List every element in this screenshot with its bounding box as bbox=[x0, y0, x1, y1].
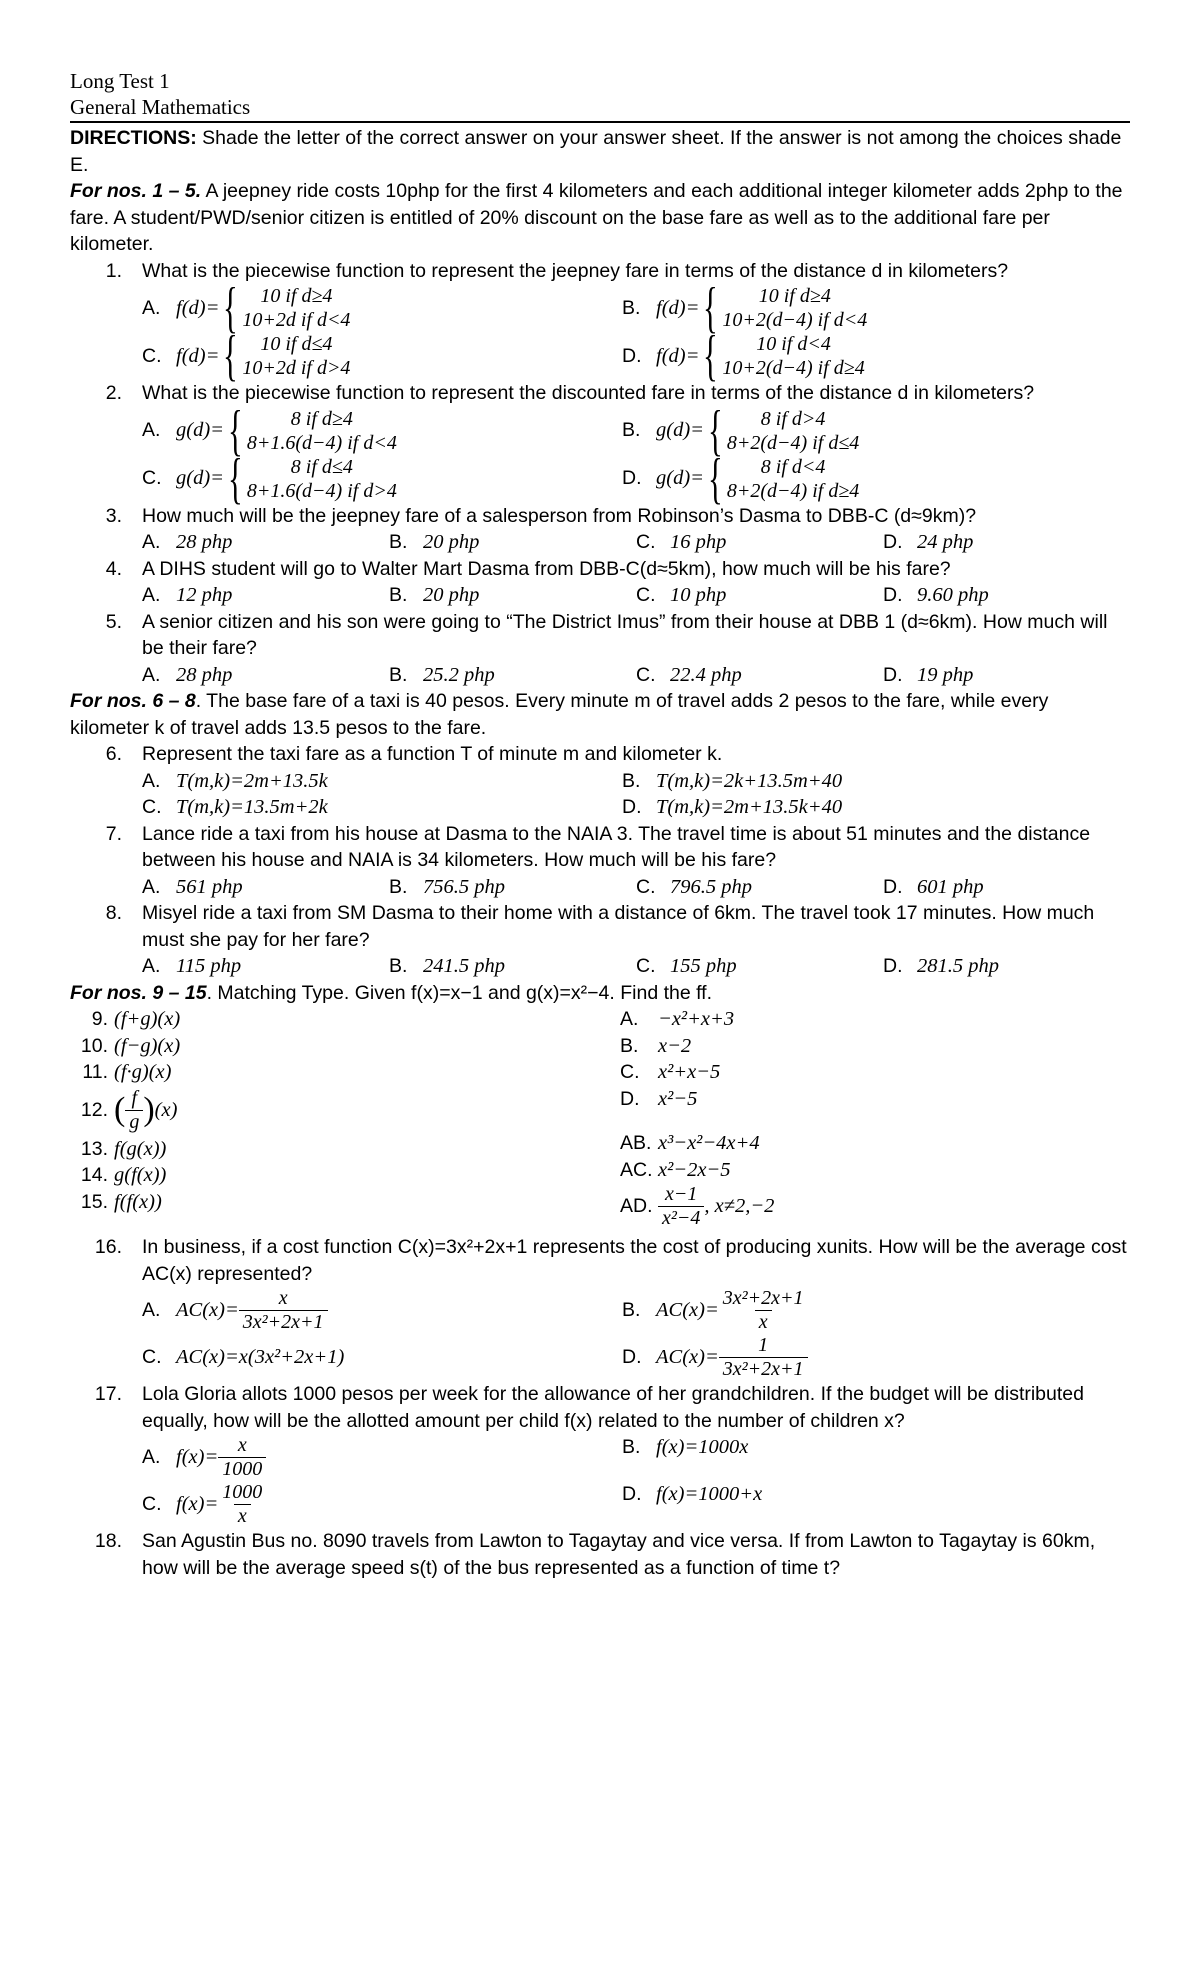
case-bottom: 10+2(d−4) if d≥4 bbox=[722, 357, 865, 379]
q5-choice-c[interactable]: C. 22.4 php bbox=[636, 662, 883, 689]
question-text: Lance ride a taxi from his house at Dasma to the NAIA 3. The travel time is about 51 minutes and the distance between his house and NAIA is 34 kilometers. How much will be his fare? bbox=[142, 822, 1091, 871]
brace-symbol: { bbox=[228, 399, 243, 462]
case-top: 8 if d>4 bbox=[760, 407, 826, 430]
matching-item bbox=[70, 1033, 620, 1060]
frac-numerator: x bbox=[237, 1434, 247, 1456]
matching-item bbox=[70, 1086, 620, 1136]
header-rule bbox=[70, 121, 1130, 123]
choice-value: 561 php bbox=[176, 875, 243, 898]
case-bottom: 8+2(d−4) if d≤4 bbox=[726, 431, 860, 454]
q1-choice-c[interactable] bbox=[142, 325, 622, 387]
q5-choice-a[interactable]: A. 28 php bbox=[142, 662, 389, 689]
choice-value: 601 php bbox=[917, 875, 984, 898]
matching-item bbox=[70, 1136, 620, 1163]
choice-expr: , x≠2,−2 bbox=[704, 1195, 775, 1218]
question-text: What is the piecewise function to represent the jeepney fare in terms of the distance d in kilometers? bbox=[142, 259, 1009, 282]
frac-numerator: 1 bbox=[758, 1334, 769, 1356]
matching-item bbox=[70, 1189, 620, 1216]
q3-choice-c[interactable]: C. 16 php bbox=[636, 529, 883, 556]
test-page bbox=[70, 68, 1130, 1581]
question-text: Represent the taxi fare as a function T of minute m and kilometer k. bbox=[142, 743, 723, 765]
matching-choice[interactable] bbox=[620, 1130, 774, 1157]
question-number: 1. bbox=[105, 259, 122, 282]
choice-value: 155 php bbox=[670, 955, 737, 977]
choice-value: 20 php bbox=[423, 531, 480, 553]
matching-item bbox=[70, 1006, 620, 1033]
q7-choices bbox=[70, 874, 1130, 901]
choice-value: f(x)=1000x bbox=[656, 1436, 749, 1458]
choice-letter: C. bbox=[142, 1493, 162, 1516]
choice-letter: C. bbox=[142, 344, 162, 367]
choice-letter: A. bbox=[142, 296, 161, 319]
matching-item bbox=[70, 1162, 620, 1189]
choice-value: 22.4 php bbox=[670, 663, 742, 686]
case-top: 10 if d≥4 bbox=[758, 285, 831, 307]
case-bottom: 8+2(d−4) if d≥4 bbox=[726, 479, 860, 502]
question-5 bbox=[70, 609, 1130, 662]
q16-choice-a[interactable] bbox=[142, 1287, 622, 1334]
question-text: In business, if a cost function C(x)=3x²+2x+1 represents the cost of producing xunits. How will be the average cost AC(x) represented? bbox=[142, 1236, 1127, 1285]
frac-denominator: x bbox=[755, 1310, 772, 1334]
q4-choice-d[interactable]: D. 9.60 php bbox=[883, 582, 1130, 609]
choice-expr: x−2 bbox=[658, 1034, 692, 1057]
case-top: 10 if d≤4 bbox=[260, 333, 333, 355]
case-bottom: 8+1.6(d−4) if d<4 bbox=[246, 431, 397, 454]
item-expr: (f−g)(x) bbox=[114, 1034, 181, 1057]
matching-choice[interactable] bbox=[620, 1183, 774, 1230]
q8-choice-a[interactable]: A. 115 php bbox=[142, 953, 389, 980]
question-text: Lola Gloria allots 1000 pesos per week for the allowance of her grandchildren. If the budget will be distributed equally, how will be the allotted amount per child f(x) related to the number of children x? bbox=[142, 1383, 1084, 1432]
q17-choice-d[interactable] bbox=[622, 1481, 1102, 1508]
item-number: 9. bbox=[91, 1008, 108, 1030]
q3-choice-d[interactable]: D. 24 php bbox=[883, 529, 1130, 556]
choice-expr: x²−2x−5 bbox=[658, 1158, 731, 1181]
group-2-label: For nos. 6 – 8 bbox=[70, 690, 196, 712]
question-text: A DIHS student will go to Walter Mart Dasma from DBB-C(d≈5km), how much will be his fare? bbox=[142, 557, 951, 580]
item-expr: f(f(x)) bbox=[114, 1190, 162, 1213]
matching-choice[interactable] bbox=[620, 1006, 774, 1033]
matching-section bbox=[70, 1006, 1130, 1230]
question-3 bbox=[70, 503, 1130, 530]
brace-symbol: { bbox=[703, 325, 719, 387]
choice-lhs: f(d)= bbox=[176, 344, 220, 367]
brace-symbol: { bbox=[708, 399, 723, 462]
q6-choice-c[interactable]: C. T(m,k)=13.5m+2k bbox=[142, 794, 622, 821]
question-text: San Agustin Bus no. 8090 travels from Lawton to Tagaytay and vice versa. If from Lawton to Tagaytay is 60km, how will be the average speed s(t) of the bus represented as a function of time t? bbox=[142, 1530, 1096, 1579]
q6-choice-d[interactable]: D. T(m,k)=2m+13.5k+40 bbox=[622, 794, 1102, 821]
choice-lhs: f(x)= bbox=[176, 1446, 219, 1469]
question-6 bbox=[70, 741, 1130, 768]
brace-symbol: { bbox=[223, 277, 239, 339]
question-16 bbox=[70, 1234, 1130, 1287]
case-top: 8 if d<4 bbox=[760, 455, 826, 478]
choice-key: D. bbox=[620, 1087, 640, 1110]
case-top: 10 if d<4 bbox=[756, 333, 831, 355]
q8-choice-c[interactable]: C. 155 php bbox=[636, 953, 883, 980]
question-text: What is the piecewise function to represent the discounted fare in terms of the distance d in kilometers? bbox=[142, 382, 1035, 404]
brace-symbol: { bbox=[703, 277, 719, 339]
choice-letter: B. bbox=[622, 419, 641, 442]
choice-value: f(x)=1000+x bbox=[656, 1483, 763, 1505]
choice-value: 16 php bbox=[670, 531, 727, 553]
frac-numerator: f bbox=[131, 1087, 138, 1109]
group-1-label: For nos. 1 – 5. bbox=[70, 180, 202, 202]
choice-key: AD. bbox=[620, 1195, 653, 1218]
case-top: 10 if d≥4 bbox=[260, 285, 333, 307]
case-top: 8 if d≤4 bbox=[290, 455, 353, 478]
item-number: 12. bbox=[80, 1099, 108, 1122]
question-text: Misyel ride a taxi from SM Dasma to their home with a distance of 6km. The travel took 17 minutes. How much must she pay for her fare? bbox=[142, 902, 1095, 951]
group-2-intro bbox=[70, 688, 1130, 741]
choice-key: A. bbox=[620, 1008, 639, 1030]
matching-choice[interactable] bbox=[620, 1033, 774, 1060]
question-7 bbox=[70, 821, 1130, 874]
q2-choice-a[interactable] bbox=[142, 399, 622, 462]
q8-choice-b[interactable]: B. 241.5 php bbox=[389, 953, 636, 980]
question-number: 2. bbox=[105, 382, 122, 404]
question-number: 5. bbox=[105, 610, 122, 633]
item-expr: g(f(x)) bbox=[114, 1164, 167, 1186]
choice-letter: A. bbox=[142, 1446, 161, 1469]
q2-choices-cd bbox=[70, 447, 1130, 510]
question-number: 3. bbox=[105, 504, 122, 527]
group-1-text: A jeepney ride costs 10php for the first 4 kilometers and each additional integer kilometer adds 2php to the fare. A student/PWD/senior citizen is entitled of 20% discount on the base fare as well as to the additional fare per kilometer. bbox=[70, 180, 1123, 255]
choice-value: 115 php bbox=[176, 955, 242, 977]
choice-key: C. bbox=[620, 1061, 640, 1083]
q4-choices bbox=[70, 582, 1130, 609]
matching-items bbox=[70, 1006, 620, 1230]
q6-choices-cd bbox=[70, 794, 1130, 821]
matching-choice[interactable] bbox=[620, 1059, 774, 1086]
choice-key: AC. bbox=[620, 1158, 653, 1181]
choice-letter: B. bbox=[622, 1299, 641, 1322]
frac-denominator: x²−4 bbox=[658, 1206, 704, 1230]
choice-lhs: AC(x)= bbox=[656, 1299, 719, 1322]
choice-value: 19 php bbox=[917, 663, 974, 686]
case-bottom: 10+2d if d<4 bbox=[242, 309, 351, 331]
choice-value: 281.5 php bbox=[917, 955, 999, 977]
q16-choices-cd bbox=[70, 1334, 1130, 1381]
choice-value: 796.5 php bbox=[670, 875, 752, 898]
q1-choice-d[interactable] bbox=[622, 325, 1102, 387]
q3-choice-b[interactable]: B. 20 php bbox=[389, 529, 636, 556]
choice-letter: A. bbox=[142, 1299, 161, 1322]
q4-choice-c[interactable]: C. 10 php bbox=[636, 582, 883, 609]
choice-value: AC(x)=x(3x²+2x+1) bbox=[176, 1346, 345, 1369]
question-4 bbox=[70, 556, 1130, 583]
q7-choice-b[interactable]: B. 756.5 php bbox=[389, 874, 636, 901]
question-number: 4. bbox=[105, 557, 122, 580]
q8-choices bbox=[70, 953, 1130, 980]
choice-value: 10 php bbox=[670, 584, 727, 606]
group-3-label: For nos. 9 – 15 bbox=[70, 981, 207, 1004]
case-top: 8 if d≥4 bbox=[290, 407, 353, 430]
q17-choice-c[interactable] bbox=[142, 1481, 622, 1528]
choice-letter: D. bbox=[622, 1346, 642, 1369]
q5-choices bbox=[70, 662, 1130, 689]
frac-denominator: 3x²+2x+1 bbox=[719, 1357, 808, 1381]
frac-denominator: g bbox=[125, 1110, 143, 1134]
q7-choice-d[interactable]: D. 601 php bbox=[883, 874, 1130, 901]
frac-denominator: 1000 bbox=[218, 1457, 266, 1481]
subject-title: General Mathematics bbox=[70, 95, 251, 119]
paren-right: ) bbox=[143, 1091, 155, 1129]
paren-left: ( bbox=[114, 1091, 126, 1129]
q16-choice-d[interactable] bbox=[622, 1334, 1102, 1381]
q17-choice-b[interactable] bbox=[622, 1434, 1102, 1461]
q7-choice-a[interactable]: A. 561 php bbox=[142, 874, 389, 901]
brace-symbol: { bbox=[228, 447, 243, 510]
choice-expr: x²−5 bbox=[658, 1087, 698, 1110]
choice-lhs: AC(x)= bbox=[656, 1346, 719, 1369]
choice-lhs: AC(x)= bbox=[176, 1299, 239, 1322]
choice-value: T(m,k)=2m+13.5k+40 bbox=[656, 796, 843, 818]
case-bottom: 10+2(d−4) if d<4 bbox=[722, 309, 868, 331]
case-bottom: 8+1.6(d−4) if d>4 bbox=[246, 479, 397, 502]
choice-value: T(m,k)=2k+13.5m+40 bbox=[656, 769, 843, 792]
choice-value: 756.5 php bbox=[423, 875, 505, 898]
question-number: 6. bbox=[105, 743, 122, 765]
brace-symbol: { bbox=[223, 325, 239, 387]
choice-lhs: g(d)= bbox=[656, 419, 704, 442]
q4-choice-a[interactable]: A. 12 php bbox=[142, 582, 389, 609]
choice-lhs: g(d)= bbox=[656, 467, 704, 490]
q2-choice-b[interactable] bbox=[622, 399, 1102, 462]
q5-choice-b[interactable]: B. 25.2 php bbox=[389, 662, 636, 689]
choice-value: 25.2 php bbox=[423, 663, 495, 686]
directions-label: DIRECTIONS: bbox=[70, 127, 197, 149]
q3-choice-a[interactable]: A. 28 php bbox=[142, 529, 389, 556]
q7-choice-c[interactable]: C. 796.5 php bbox=[636, 874, 883, 901]
q6-choices-ab bbox=[70, 768, 1130, 795]
q4-choice-b[interactable]: B. 20 php bbox=[389, 582, 636, 609]
question-number: 8. bbox=[105, 902, 122, 924]
q16-choice-b[interactable] bbox=[622, 1287, 1102, 1334]
choice-letter: D. bbox=[622, 344, 642, 367]
item-number: 13. bbox=[80, 1137, 108, 1160]
item-number: 10. bbox=[80, 1034, 108, 1057]
q5-choice-d[interactable]: D. 19 php bbox=[883, 662, 1130, 689]
q2-choice-c[interactable] bbox=[142, 447, 622, 510]
question-18 bbox=[70, 1528, 1130, 1581]
choice-expr: x³−x²−4x+4 bbox=[658, 1132, 760, 1154]
choice-value: 20 php bbox=[423, 584, 480, 606]
choice-letter: A. bbox=[142, 419, 161, 442]
item-expr: (x) bbox=[154, 1099, 178, 1122]
choice-expr: −x²+x+3 bbox=[658, 1008, 735, 1030]
item-number: 11. bbox=[82, 1061, 108, 1083]
item-expr: (f·g)(x) bbox=[114, 1061, 172, 1083]
q17-choice-a[interactable] bbox=[142, 1434, 622, 1481]
item-expr: f(g(x)) bbox=[114, 1137, 167, 1160]
choice-expr: x²+x−5 bbox=[658, 1061, 721, 1083]
frac-denominator: x bbox=[234, 1504, 251, 1528]
question-text: How much will be the jeepney fare of a salesperson from Robinson’s Dasma to DBB-C (d≈9km)? bbox=[142, 504, 977, 527]
group-3-text: . Matching Type. Given f(x)=x−1 and g(x)=x²−4. Find the ff. bbox=[206, 981, 713, 1004]
frac-denominator: 3x²+2x+1 bbox=[239, 1310, 328, 1334]
question-8 bbox=[70, 900, 1130, 953]
choice-value: 12 php bbox=[176, 584, 233, 606]
matching-choices bbox=[620, 1006, 774, 1230]
item-number: 14. bbox=[80, 1164, 108, 1186]
choice-lhs: g(d)= bbox=[176, 419, 224, 442]
q1-choice-b[interactable] bbox=[622, 277, 1102, 339]
choice-lhs: f(d)= bbox=[656, 344, 700, 367]
item-expr: (f+g)(x) bbox=[114, 1008, 181, 1030]
question-17 bbox=[70, 1381, 1130, 1434]
case-bottom: 10+2d if d>4 bbox=[242, 357, 351, 379]
choice-value: 24 php bbox=[917, 531, 974, 553]
choice-key: B. bbox=[620, 1034, 639, 1057]
q1-choice-a[interactable] bbox=[142, 277, 622, 339]
choice-lhs: f(d)= bbox=[176, 296, 220, 319]
item-number: 15. bbox=[80, 1190, 108, 1213]
question-number: 16. bbox=[94, 1236, 122, 1258]
choice-letter: D. bbox=[622, 467, 642, 490]
choice-letter: D. bbox=[622, 1483, 642, 1505]
q16-choice-c[interactable] bbox=[142, 1344, 622, 1371]
choice-value: 9.60 php bbox=[917, 584, 989, 606]
frac-numerator: 3x²+2x+1 bbox=[722, 1287, 804, 1309]
q2-choice-d[interactable] bbox=[622, 447, 1102, 510]
choice-letter: B. bbox=[622, 1436, 641, 1458]
choice-letter: C. bbox=[142, 1346, 162, 1369]
choice-lhs: f(d)= bbox=[656, 296, 700, 319]
brace-symbol: { bbox=[708, 447, 723, 510]
frac-numerator: x bbox=[278, 1287, 288, 1309]
q1-choices-cd bbox=[70, 325, 1130, 387]
q8-choice-d[interactable]: D. 281.5 php bbox=[883, 953, 1130, 980]
directions bbox=[70, 125, 1130, 178]
matching-choice[interactable] bbox=[620, 1086, 774, 1113]
test-title: Long Test 1 bbox=[70, 69, 170, 93]
q16-choices-ab bbox=[70, 1287, 1130, 1334]
choice-value: 28 php bbox=[176, 663, 233, 686]
q6-choice-a[interactable]: A. T(m,k)=2m+13.5k bbox=[142, 768, 622, 795]
matching-item bbox=[70, 1059, 620, 1086]
group-3-intro bbox=[70, 980, 1130, 1007]
question-number: 7. bbox=[105, 822, 122, 845]
question-text: A senior citizen and his son were going to “The District Imus” from their house at DBB 1 (d≈6km). How much will be their fare? bbox=[142, 610, 1108, 659]
question-number: 17. bbox=[94, 1383, 122, 1405]
choice-letter: B. bbox=[622, 296, 641, 319]
frac-numerator: 1000 bbox=[222, 1481, 263, 1503]
q3-choices bbox=[70, 529, 1130, 556]
choice-lhs: g(d)= bbox=[176, 467, 224, 490]
q17-choices-ab bbox=[70, 1434, 1130, 1481]
choice-letter: C. bbox=[142, 467, 162, 490]
choice-value: 28 php bbox=[176, 531, 233, 553]
frac-numerator: x−1 bbox=[665, 1183, 698, 1205]
choice-value: T(m,k)=13.5m+2k bbox=[176, 796, 328, 818]
choice-value: T(m,k)=2m+13.5k bbox=[176, 769, 328, 792]
group-2-text: . The base fare of a taxi is 40 pesos. Every minute m of travel adds 2 pesos to the fare, while every kilometer k of travel adds 13.5 pesos to the fare. bbox=[70, 690, 1049, 739]
directions-text: Shade the letter of the correct answer on your answer sheet. If the answer is not among the choices shade E. bbox=[70, 127, 1122, 176]
choice-lhs: f(x)= bbox=[176, 1493, 219, 1516]
q17-choices-cd bbox=[70, 1481, 1130, 1528]
group-1-intro bbox=[70, 178, 1130, 258]
choice-value: 241.5 php bbox=[423, 955, 505, 977]
choice-key: AB. bbox=[620, 1132, 652, 1154]
question-number: 18. bbox=[94, 1530, 122, 1552]
q6-choice-b[interactable]: B. T(m,k)=2k+13.5m+40 bbox=[622, 768, 1102, 795]
matching-choice[interactable] bbox=[620, 1157, 774, 1184]
